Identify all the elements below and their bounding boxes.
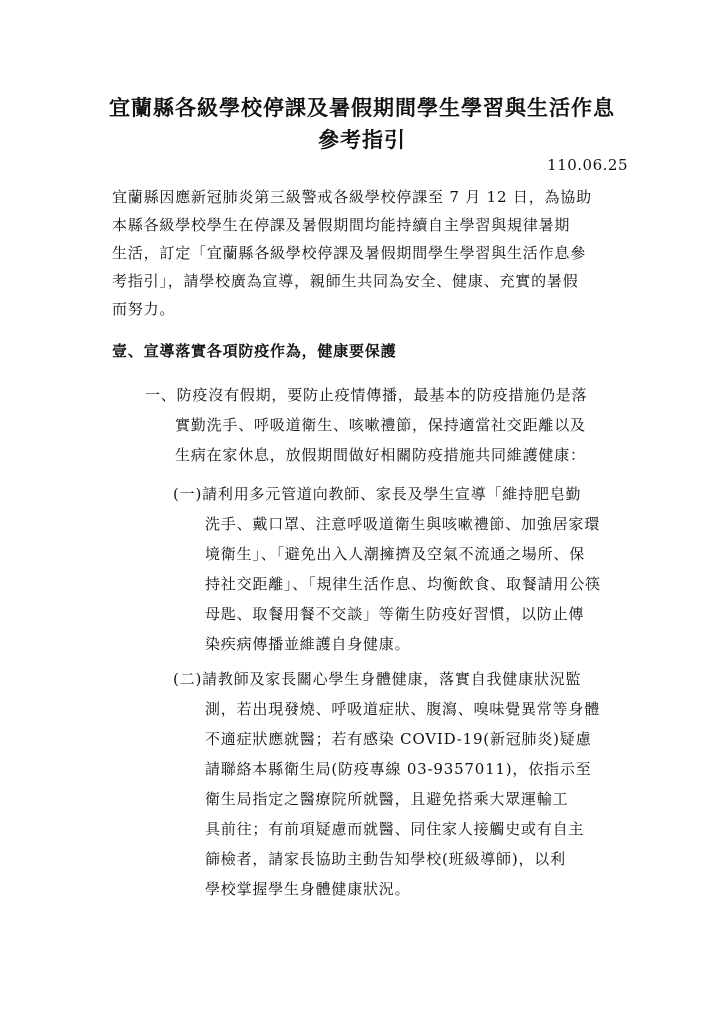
sub2-line: 具前往；有前項疑慮而就醫、同住家人接觸史或有自主 xyxy=(205,820,585,838)
sub2-line: 測，若出現發燒、呼吸道症狀、腹瀉、嗅味覺異常等身體 xyxy=(205,700,601,718)
document-title-line1: 宜蘭縣各級學校停課及暑假期間學生學習與生活作息 xyxy=(109,96,615,120)
sub1-line: 染疾病傳播並維護自身健康。 xyxy=(205,635,411,653)
sub1-line: (一)請利用多元管道向教師、家長及學生宣導「維持肥皂勤 xyxy=(173,485,582,503)
item1-line: 實勤洗手、呼吸道衛生、咳嗽禮節，保持適當社交距離以及 xyxy=(175,416,586,434)
intro-line: 而努力。 xyxy=(112,300,176,318)
sub2-line: 衛生局指定之醫療院所就醫，且避免搭乘大眾運輸工 xyxy=(205,790,569,808)
intro-line: 生活，訂定「宜蘭縣各級學校停課及暑假期間學生學習與生活作息參 xyxy=(112,244,587,262)
intro-line: 宜蘭縣因應新冠肺炎第三級警戒各級學校停課至 7 月 12 日，為協助 xyxy=(112,188,592,206)
document-date: 110.06.25 xyxy=(547,156,628,174)
sub2-line: 請聯絡本縣衛生局(防疫專線 03-9357011)，依指示至 xyxy=(205,760,592,778)
document-title-line2: 參考指引 xyxy=(318,128,406,152)
sub2-line: (二)請教師及家長關心學生身體健康，落實自我健康狀況監 xyxy=(173,670,582,688)
sub2-line: 學校掌握學生身體健康狀況。 xyxy=(205,880,411,898)
item1-line: 生病在家休息，放假期間做好相關防疫措施共同維護健康： xyxy=(175,446,586,464)
sub1-line: 母匙、取餐用餐不交談」等衛生防疫好習慣，以防止傳 xyxy=(205,605,585,623)
item1-line: 一、防疫沒有假期，要防止疫情傳播，最基本的防疫措施仍是落 xyxy=(145,386,588,404)
sub2-line: 不適症狀應就醫；若有感染 COVID-19(新冠肺炎)疑慮 xyxy=(205,730,592,748)
sub2-line: 篩檢者，請家長協助主動告知學校(班級導師)，以利 xyxy=(205,850,566,868)
intro-line: 考指引」，請學校廣為宣導，親師生共同為安全、健康、充實的暑假 xyxy=(112,272,579,290)
intro-line: 本縣各級學校學生在停課及暑假期間均能持續自主學習與規律暑期 xyxy=(112,216,571,234)
sub1-line: 洗手、戴口罩、注意呼吸道衛生與咳嗽禮節、加強居家環 xyxy=(205,515,601,533)
section-heading: 壹、宣導落實各項防疫作為，健康要保護 xyxy=(112,342,397,360)
sub1-line: 持社交距離」、「規律生活作息、均衡飲食、取餐請用公筷 xyxy=(205,575,601,593)
sub1-line: 境衛生」、「避免出入人潮擁擠及空氣不流通之場所、保 xyxy=(205,545,586,563)
